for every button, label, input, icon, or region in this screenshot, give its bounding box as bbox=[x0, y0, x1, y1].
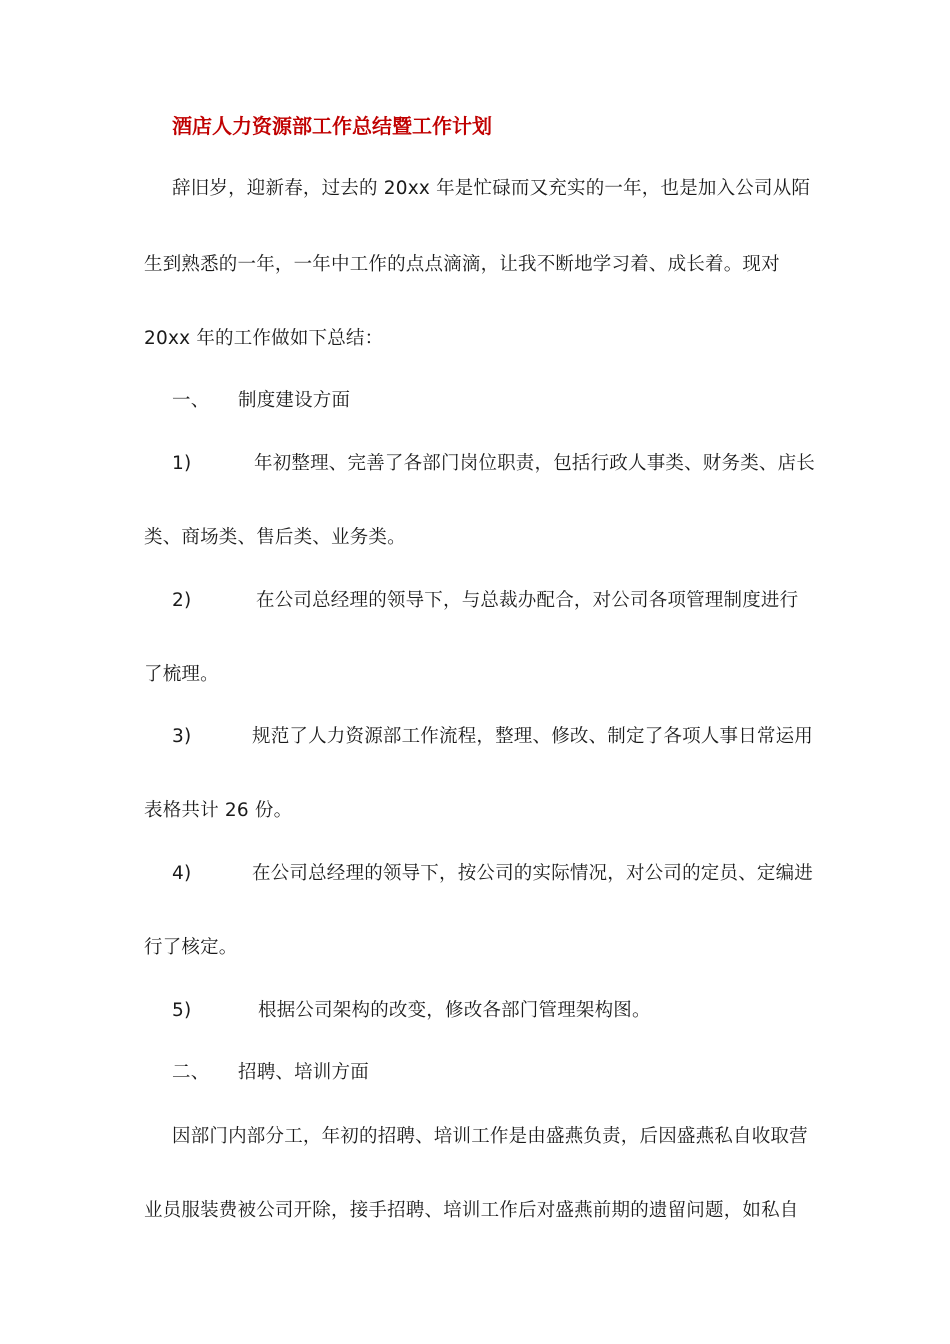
item-2-line-1: 在公司总经理的领导下，与总裁办配合，对公司各项管理制度进行 bbox=[256, 590, 799, 611]
item-4-line-2: 行了核定。 bbox=[144, 937, 238, 958]
item-4-line-1: 在公司总经理的领导下，按公司的实际情况，对公司的定员、定编进 bbox=[252, 863, 814, 884]
intro-line-3: 20xx 年的工作做如下总结： bbox=[144, 328, 384, 349]
section-1-heading: 制度建设方面 bbox=[238, 390, 351, 411]
item-1-line-1: 年初整理、完善了各部门岗位职责，包括行政人事类、财务类、店长 bbox=[254, 453, 816, 474]
item-1-line-2: 类、商场类、售后类、业务类。 bbox=[144, 527, 406, 548]
item-2-number: 2) bbox=[172, 590, 192, 611]
para-2-line-1: 因部门内部分工，年初的招聘、培训工作是由盛燕负责，后因盛燕私自收取营 bbox=[172, 1126, 808, 1147]
item-2-line-2: 了梳理。 bbox=[144, 664, 219, 685]
item-3-number: 3) bbox=[172, 726, 192, 747]
section-2-number: 二、 bbox=[172, 1062, 210, 1083]
item-3-line-1: 规范了人力资源部工作流程，整理、修改、制定了各项人事日常运用 bbox=[252, 726, 814, 747]
item-5-number: 5) bbox=[172, 1000, 192, 1021]
item-3-line-2: 表格共计 26 份。 bbox=[144, 800, 293, 821]
section-2-heading: 招聘、培训方面 bbox=[238, 1062, 369, 1083]
document-title: 酒店人力资源部工作总结暨工作计划 bbox=[172, 114, 492, 138]
section-1-number: 一、 bbox=[172, 390, 210, 411]
intro-line-2: 生到熟悉的一年，一年中工作的点点滴滴，让我不断地学习着、成长着。现对 bbox=[144, 254, 780, 275]
intro-line-1: 辞旧岁，迎新春，过去的 20xx 年是忙碌而又充实的一年，也是加入公司从陌 bbox=[172, 178, 811, 199]
para-2-line-2: 业员服装费被公司开除，接手招聘、培训工作后对盛燕前期的遗留问题，如私自 bbox=[144, 1200, 799, 1221]
item-1-number: 1) bbox=[172, 453, 192, 474]
item-4-number: 4) bbox=[172, 863, 192, 884]
item-5-line-1: 根据公司架构的改变，修改各部门管理架构图。 bbox=[258, 1000, 651, 1021]
